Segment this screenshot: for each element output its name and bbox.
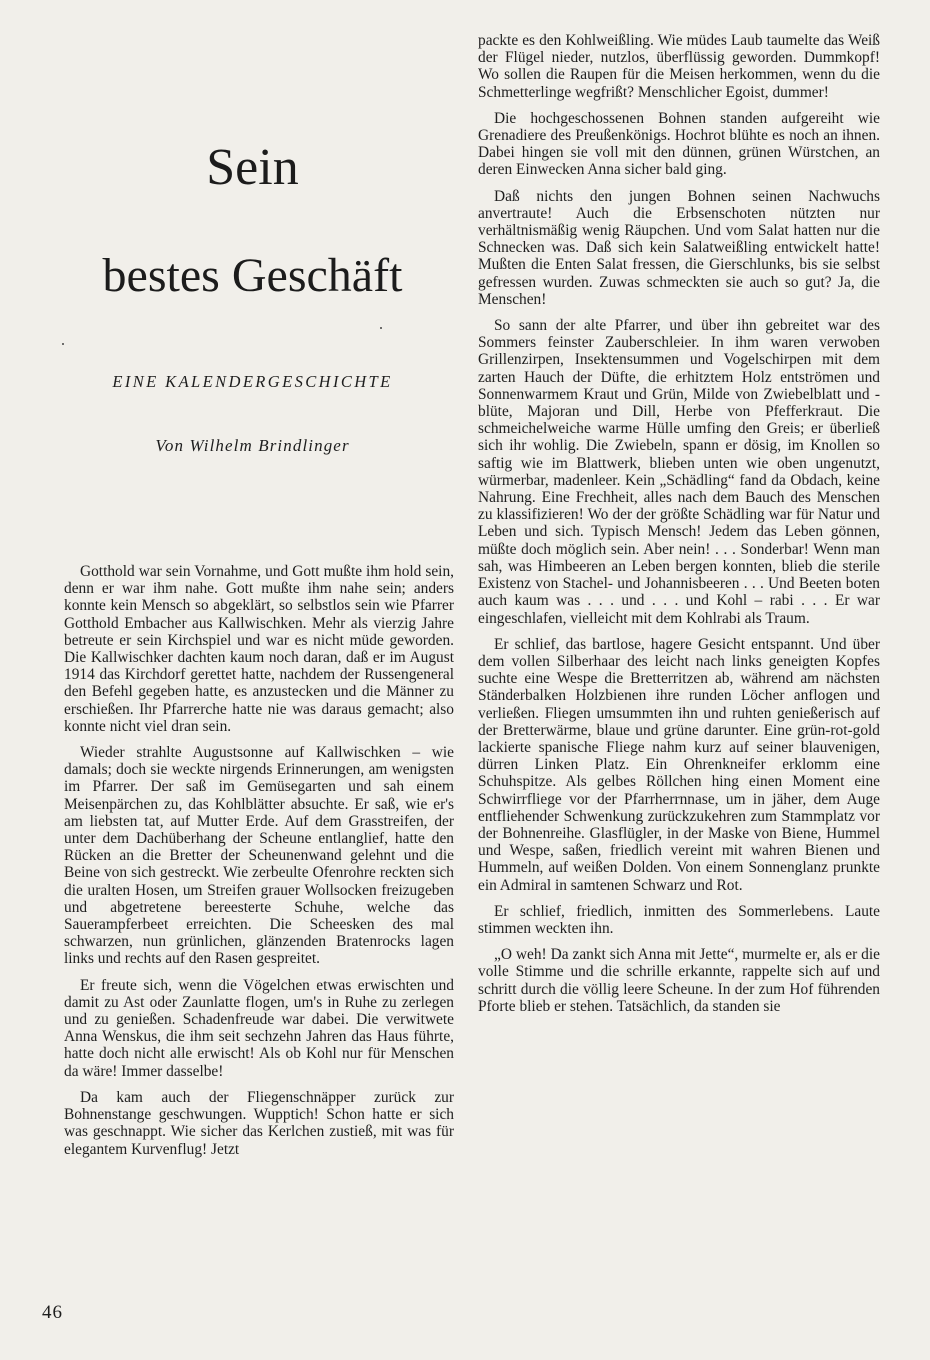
print-speck xyxy=(380,327,382,329)
paragraph: Die hochgeschossenen Bohnen standen aufgereiht wie Grenadiere des Preußenkönigs. Hochrot blühte es noch an ihnen. Dabei hingen sie voll mit den dünnen, grünen Würstchen, an deren Einwecken Anna sicher bald ging. xyxy=(478,109,880,179)
paragraph: „O weh! Da zankt sich Anna mit Jette“, murmelte er, als er die volle Stimme und die schrille erkannte, rappelte sich auf und schritt durch die völlig leere Scheune. In der zum Hof führenden Pforte blieb er stehen. Tatsächlich, da standen sie xyxy=(478,946,880,1015)
paragraph: Er freute sich, wenn die Vögelchen etwas erwischten und damit zu Ast oder Zaunlatte flogen, um's in Ruhe zu zerlegen und zu genießen. Schadenfreude war dabei. Die verwitwete Anna Wenskus, die ihm seit sechzehn Jahren das Haus führte, hatte doch nicht alle erwischt! Als ob Kohl nur für Menschen da wäre! Immer dasselbe! xyxy=(64,976,454,1080)
paragraph: Er schlief, friedlich, inmitten des Sommerlebens. Laute stimmen weckten ihn. xyxy=(478,902,880,937)
print-speck xyxy=(62,343,64,345)
paragraph: Er schlief, das bartlose, hagere Gesicht entspannt. Und über dem vollen Silberhaar des leicht nach links geneigten Kopfes suchte eine Wespe die Bretterritzen ab, während am nächsten Ständerbalken Holzbienen ihre runden Löcher anflogen und verließen. Fliegen umsummten ihn und ruhten genießerisch auf der Bretterwärme, blaue und grüne darunter. Eine grün-rot-gold lackierte spanische Fliege nahm kurz auf seiner blauvenigen, dürren Linken Platz. Ein Ohrenkneifer erklomm eine Schuhspitze. Als gelbes Röllchen hing einen Moment eine Schwirrfliege vor der Pfarrherrnnase, um in jäher, dem Auge entfliehender Schwenkung zurückzukehren zum Stammplatz vor der Bohnenreihe. Glasflügler, in der Maske von Biene, Hummel und Wespe, saßen, friedlich vereint mit wahren Bienen und Hummeln, auf weißen Dolden. Von einem Sonnenglanz prunkte ein Admiral in samtenen Schwarz und Rot. xyxy=(478,635,880,894)
paragraph: So sann der alte Pfarrer, und über ihn gebreitet war des Sommers feinster Zauberschleier. In ihm waren verwoben Grillenzirpen, Insektensummen und Vogelschirpen mit dem zarten Hauch der Düfte, die erhitztem Holz entströmen und Sonnenwarmem Kraut und Grün, Milde von Zwiebelblatt und -blüte, Majoran und Dill, Herbe von Pfefferkraut. Die schmeichelweiche warme Hülle umfing den Greis; er überließ sich ihr wohlig. Die Zwiebeln, spann er dösig, im Knollen so saftig wie im Blattwerk, blieben unten wie oben ungenutzt, würmerbar, madenleer. Kein „Schädling“ fand da Obdach, keine Nahrung. Eine Frechheit, alles nach dem Bauch des Menschen zu klassifizieren! Wo der der größte Schädling war für Natur und Leben und sich. Typisch Mensch! Jedem das Leben gönnen, müßte doch möglich sein. Aber nein! . . . Sonderbar! Wenn man sah, was Himbeeren an Leben bergen konnten, blieb die sterile Existenz von Stachel- und Johannisbeeren . . . Und Beeten boten auch kaum was . . . und . . . und Kohl – rabi . . . Er war eingeschlafen, vielleicht mit dem Kohlrabi als Traum. xyxy=(478,317,880,627)
paragraph: packte es den Kohlweißling. Wie müdes Laub taumelte das Weiß der Flügel nieder, nutzlos, überflüssig geworden. Dummkopf! Wo sollen die Raupen für die Meisen herkommen, wenn du die Schmetterlinge wegfrißt? Menschlicher Egoist, dummer! xyxy=(478,32,880,101)
subtitle: EINE KALENDERGESCHICHTE xyxy=(112,372,393,391)
page-number: 46 xyxy=(42,1302,63,1323)
title-line-2: bestes Geschäft xyxy=(102,249,403,302)
left-column xyxy=(50,0,455,1360)
author-line: Von Wilhelm Brindlinger xyxy=(155,436,350,455)
paragraph: Daß nichts den jungen Bohnen seinen Nachwuchs anvertraute! Auch die Erbsenschoten nützten nur verhältnismäßig wenig Räupchen. Und vom Salat hatten nur die Schnecken was. Daß sich kein Salatweißling entwickelt hatte! Mußten die Enten Salat fressen, die Gierschlunks, bis sie selbst gefressen wurden. Zuwas schmeckten sie auch so gut? Ja, die Menschen! xyxy=(478,187,880,308)
title-line-1: Sein xyxy=(206,139,299,196)
paragraph: Da kam auch der Fliegenschnäpper zurück zur Bohnenstange geschwungen. Wupptich! Schon hatte er sich was geschnappt. Wie sicher das Kerlchen zustieß, mit was für elegantem Kurvenflug! Jetzt xyxy=(64,1088,454,1158)
right-column xyxy=(478,32,880,1024)
left-column-text xyxy=(64,563,454,1167)
paragraph: Wieder strahlte Augustsonne auf Kallwischken – wie damals; doch sie weckte nirgends Erinnerungen, am wenigsten im Pfarrer. Der saß im Gemüsegarten und sah einem Meisenpärchen zu, das Kohlblätter absuchte. Er saß, wie er's am liebsten tat, auf Mutter Erde. Auf dem Grasstreifen, der unter dem Dachüberhang der Scheune entlanglief, hatte den Rücken an die Bretter der Scheunenwand gelehnt und die Beine von sich gestreckt. Wie zerbeulte Ofenrohre reckten sich die uralten Hosen, um Streifen grauer Wollsocken freizugeben und abgetretene bereesterte Schuhe, welche das Sauerampferbeet erreichten. Die Scheesken des mal schwarzen, nun grünlichen, glänzenden Bratenrocks lagen links und rechts auf den Rasen gespreitet. xyxy=(64,744,454,968)
paragraph: Gotthold war sein Vornahme, und Gott mußte ihm hold sein, denn er war ihm nahe. Gott mußte ihm nahe sein; anders konnte kein Mensch so abgeklärt, so selbstlos sein wie Pfarrer Gotthold Embacher aus Kallwischken. Mehr als vierzig Jahre betreute er sein Kirchspiel und war es nicht müde geworden. Die Kallwischker dachten kaum noch daran, daß er im August 1914 das Kirchdorf gerettet hatte, nachdem der Russengeneral den Befehl gegeben hatte, es anzustecken und die Männer zu erschießen. Ihr Pfarrerche hatte nie was daraus gemacht; also konnte nicht viel dran sein. xyxy=(64,563,454,735)
